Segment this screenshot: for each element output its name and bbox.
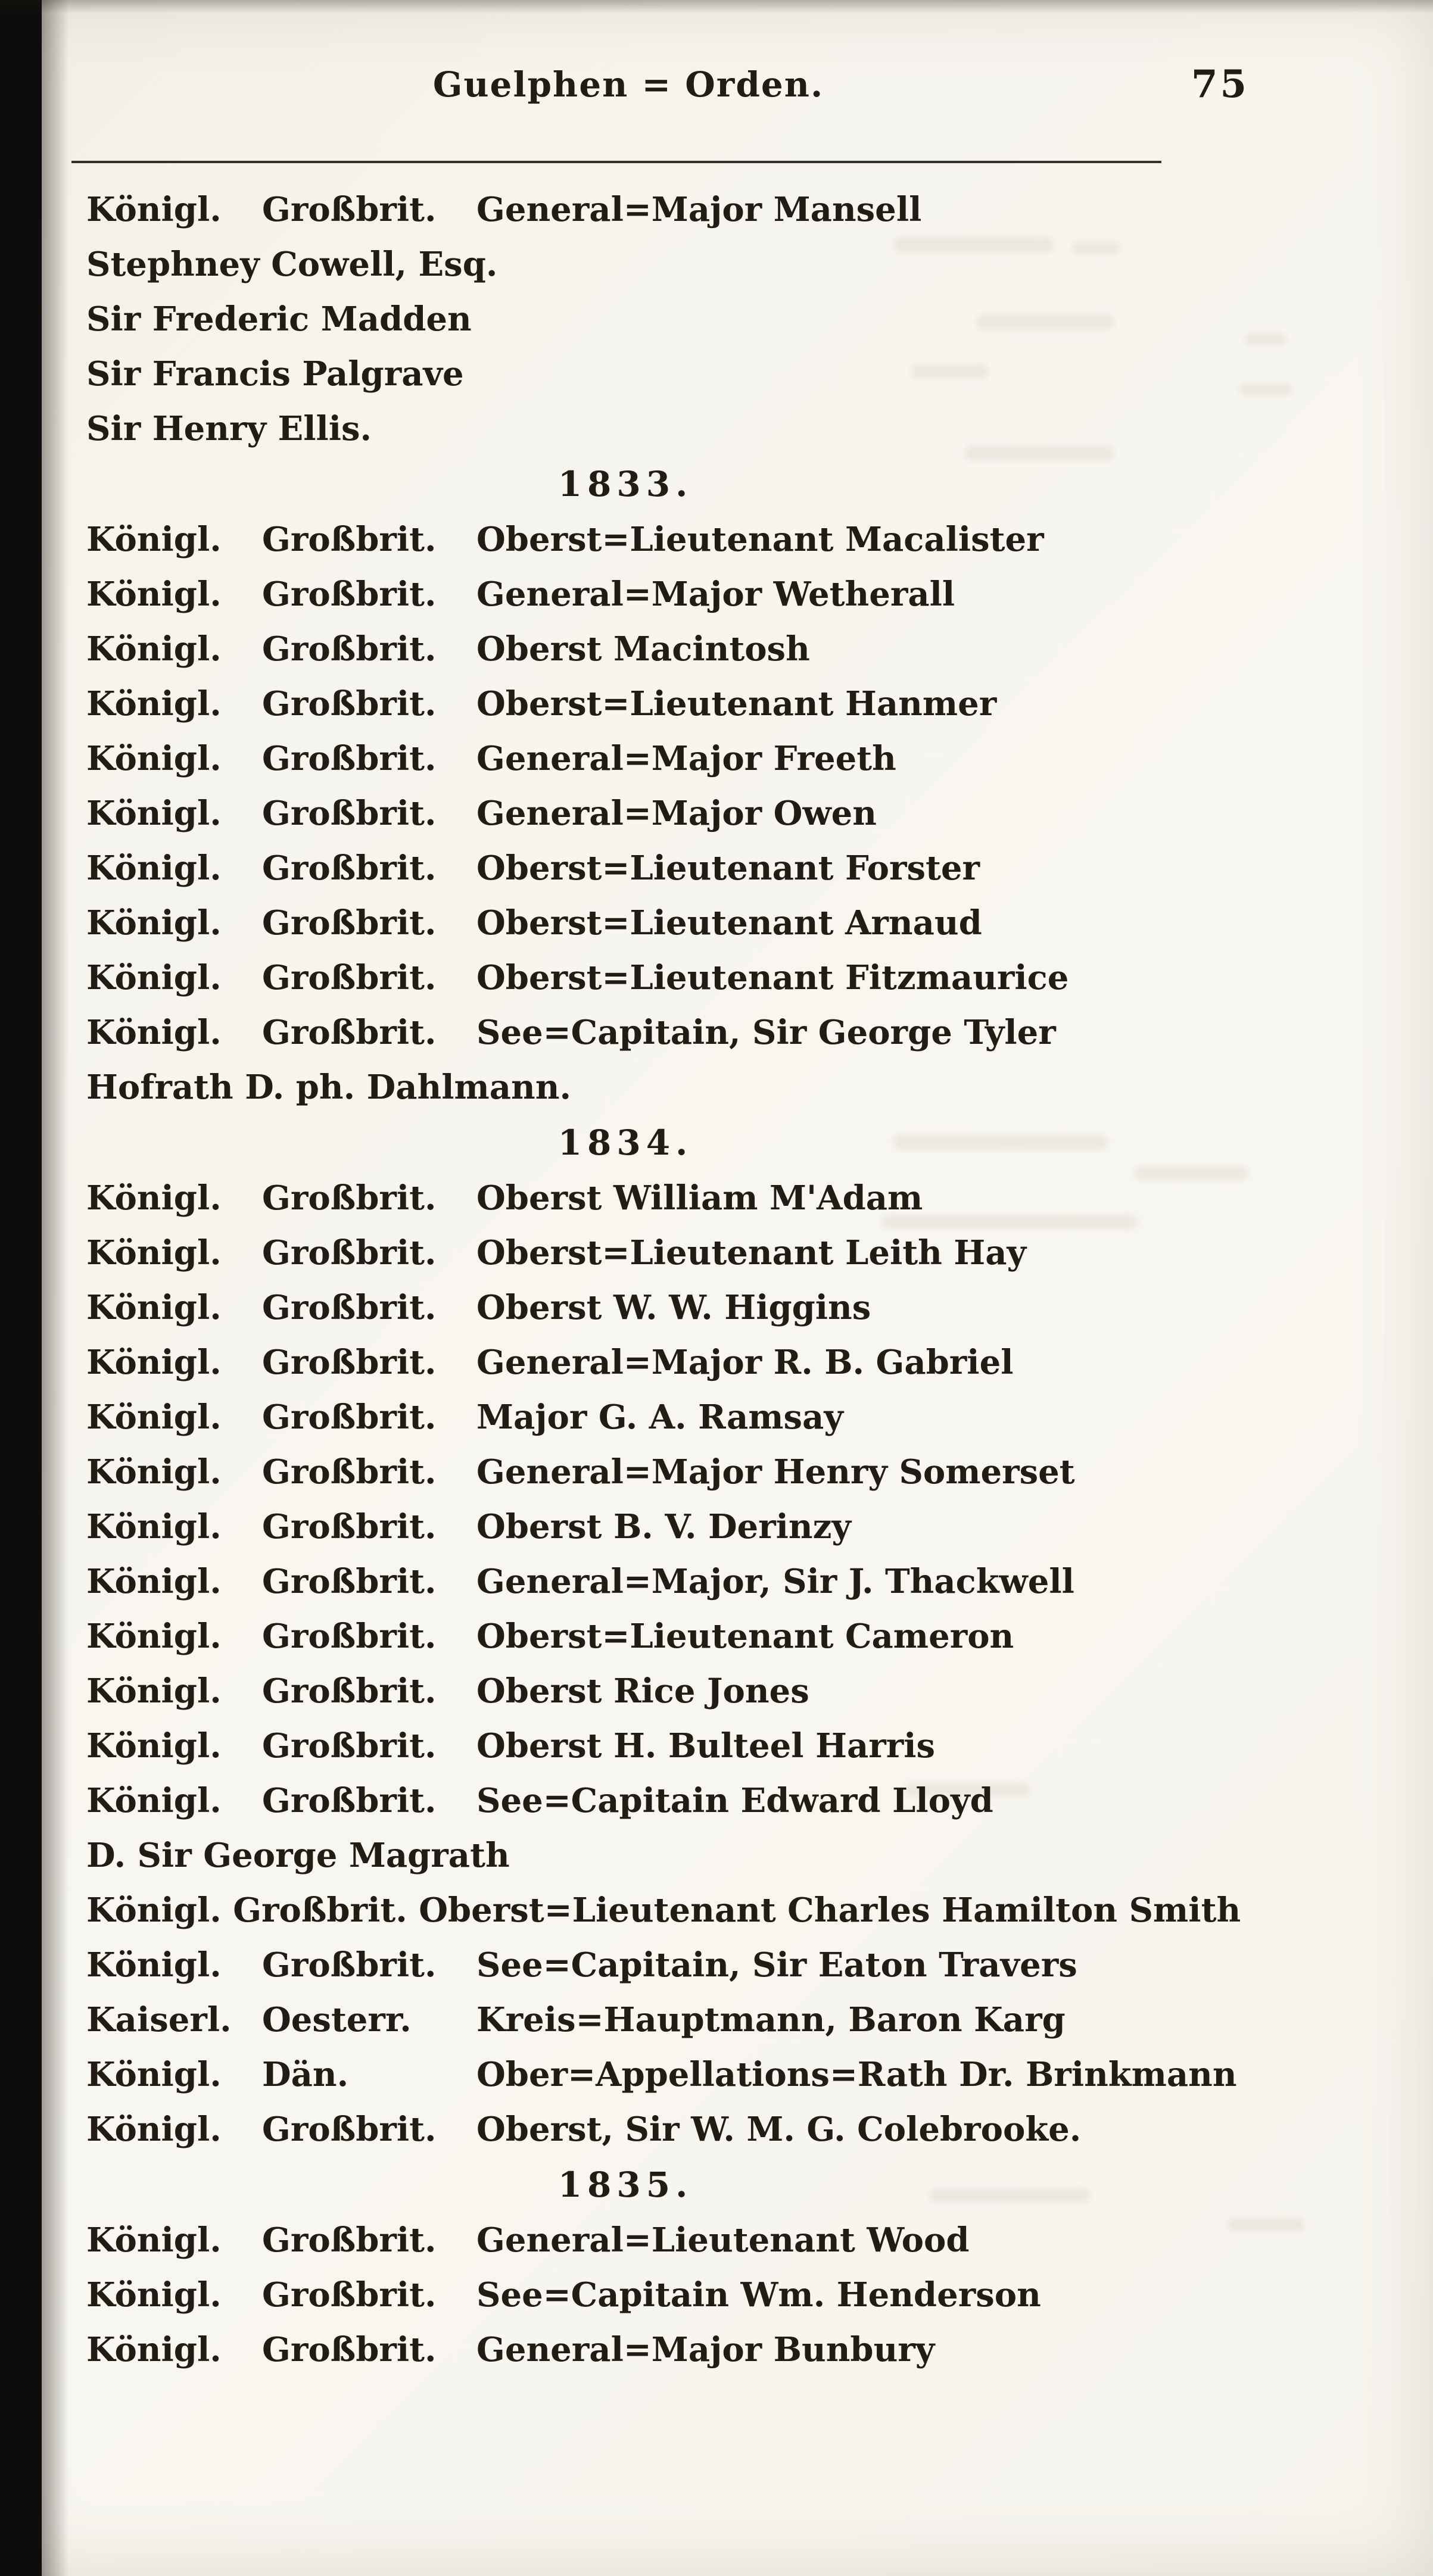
entry-country-label: Großbrit. (262, 684, 437, 723)
entry-country-label: Großbrit. (262, 1343, 437, 1382)
entry-rank-and-name: Oberst Rice Jones (476, 1671, 809, 1711)
entry-rank-and-name: See=Capitain Wm. Henderson (476, 2275, 1041, 2315)
entry-country-label: Großbrit. (262, 1562, 437, 1601)
entry-row (86, 1664, 1420, 1719)
entry-rank-and-name: Oberst, Sir W. M. G. Colebrooke. (476, 2110, 1082, 2149)
entry-realm-label: Königl. (86, 575, 222, 614)
entry-rank-and-name: General=Major Owen (476, 794, 877, 833)
entry-realm-label: Königl. (86, 903, 222, 943)
entry-row (86, 1719, 1420, 1773)
entry-row (86, 512, 1420, 567)
entry-row (86, 676, 1420, 731)
entry-rank-and-name: Ober=Appellations=Rath Dr. Brinkmann (476, 2055, 1237, 2094)
entry-row (86, 1005, 1420, 1060)
entry-row (86, 1938, 1420, 1992)
entry-row (86, 1335, 1420, 1390)
entry-text: Sir Frederic Madden (86, 300, 472, 339)
entry-country-label: Großbrit. (262, 520, 437, 559)
entry-country-label: Großbrit. (262, 849, 437, 888)
entry-row (86, 1828, 1420, 1883)
entry-country-label: Großbrit. (262, 2110, 437, 2149)
entry-row (86, 841, 1420, 896)
entry-row (86, 786, 1420, 841)
entry-row (86, 2213, 1420, 2268)
entry-country-label: Großbrit. (262, 1233, 437, 1273)
entry-country-label: Großbrit. (262, 1617, 437, 1656)
entry-rank-and-name: General=Major Wetherall (476, 575, 955, 614)
entry-country-label: Großbrit. (262, 1507, 437, 1546)
entry-realm-label: Königl. (86, 1507, 222, 1546)
entry-rank-and-name: Oberst William M'Adam (476, 1178, 923, 1218)
entry-row (86, 1171, 1420, 1225)
entry-rank-and-name: General=Major, Sir J. Thackwell (476, 1562, 1074, 1601)
entry-rank-and-name: Oberst=Lieutenant Arnaud (476, 903, 982, 943)
entry-rank-and-name: See=Capitain, Sir George Tyler (476, 1013, 1056, 1052)
entry-rank-and-name: Oberst W. W. Higgins (476, 1288, 871, 1327)
entry-realm-label: Königl. (86, 520, 222, 559)
entry-realm-label: Königl. (86, 1452, 222, 1492)
entry-realm-label: Königl. (86, 1233, 222, 1273)
scan-edge-shadow (42, 0, 69, 2576)
entry-country-label: Großbrit. (262, 190, 437, 229)
entry-row (86, 1060, 1420, 1115)
entry-rank-and-name: Oberst B. V. Derinzy (476, 1507, 851, 1546)
entry-realm-label: Königl. (86, 1343, 222, 1382)
entry-text: Sir Henry Ellis. (86, 409, 372, 448)
entry-country-label: Großbrit. (262, 1288, 437, 1327)
entry-rank-and-name: Kreis=Hauptmann, Baron Karg (476, 2000, 1066, 2039)
entry-row (86, 401, 1420, 456)
entry-realm-label: Königl. (86, 2330, 222, 2369)
entries-list (86, 182, 1420, 2377)
entry-country-label: Dän. (262, 2055, 349, 2094)
entry-row (86, 1499, 1420, 1554)
entry-row (86, 1280, 1420, 1335)
entry-realm-label: Königl. (86, 2055, 222, 2094)
entry-realm-label: Königl. (86, 849, 222, 888)
entry-realm-label: Kaiserl. (86, 2000, 232, 2039)
entry-rank-and-name: General=Lieutenant Wood (476, 2221, 970, 2260)
entry-row (86, 567, 1420, 622)
entry-country-label: Oesterr. (262, 2000, 412, 2039)
entry-row (86, 731, 1420, 786)
entry-rank-and-name: Oberst=Lieutenant Hanmer (476, 684, 997, 723)
entry-country-label: Großbrit. (262, 2275, 437, 2315)
entry-rank-and-name: General=Major Mansell (476, 190, 922, 229)
entry-row (86, 1445, 1420, 1499)
entry-text: D. Sir George Magrath (86, 1836, 510, 1875)
entry-row (86, 292, 1420, 347)
entry-rank-and-name: Oberst=Lieutenant Macalister (476, 520, 1044, 559)
entry-realm-label: Königl. (86, 739, 222, 778)
entry-country-label: Großbrit. (262, 1945, 437, 1985)
entry-row (86, 1609, 1420, 1664)
entry-rank-and-name: General=Major Freeth (476, 739, 896, 778)
entry-realm-label: Königl. (86, 1013, 222, 1052)
entry-row (86, 950, 1420, 1005)
entry-realm-label: Königl. (86, 684, 222, 723)
entry-country-label: Großbrit. (262, 1726, 437, 1766)
entry-row (86, 1773, 1420, 1828)
entry-rank-and-name: Oberst=Lieutenant Fitzmaurice (476, 958, 1069, 997)
entry-rank-and-name: Oberst=Lieutenant Leith Hay (476, 1233, 1027, 1273)
entry-row (86, 1992, 1420, 2047)
entry-rank-and-name: See=Capitain Edward Lloyd (476, 1781, 993, 1820)
entry-realm-label: Königl. (86, 2221, 222, 2260)
entry-row (86, 237, 1420, 292)
page-number: 75 (1191, 62, 1250, 107)
entry-row (86, 622, 1420, 676)
entry-realm-label: Königl. (86, 2110, 222, 2149)
entry-realm-label: Königl. (86, 2275, 222, 2315)
entry-realm-label: Königl. (86, 1178, 222, 1218)
entry-row (86, 1225, 1420, 1280)
entry-realm-label: Königl. (86, 1288, 222, 1327)
entry-row (86, 1554, 1420, 1609)
entry-rank-and-name: General=Major Henry Somerset (476, 1452, 1075, 1492)
entry-rank-and-name: See=Capitain, Sir Eaton Travers (476, 1945, 1077, 1985)
entry-rank-and-name: Oberst=Lieutenant Forster (476, 849, 980, 888)
entry-realm-label: Königl. (86, 794, 222, 833)
entry-rank-and-name: Major G. A. Ramsay (476, 1398, 843, 1437)
entry-realm-label: Königl. (86, 190, 222, 229)
entry-rank-and-name: Oberst H. Bulteel Harris (476, 1726, 936, 1766)
entry-country-label: Großbrit. (262, 794, 437, 833)
entry-country-label: Großbrit. (262, 1178, 437, 1218)
entry-country-label: Großbrit. (262, 739, 437, 778)
entry-realm-label: Königl. (86, 1781, 222, 1820)
entry-country-label: Großbrit. (262, 629, 437, 669)
entry-country-label: Großbrit. (262, 2330, 437, 2369)
entry-text: Königl. Großbrit. Oberst=Lieutenant Charles Hamilton Smith (86, 1891, 1241, 1930)
entry-row (86, 2102, 1420, 2157)
entry-country-label: Großbrit. (262, 1452, 437, 1492)
entry-text: Sir Francis Palgrave (86, 354, 464, 394)
entry-row (86, 1883, 1420, 1938)
entry-country-label: Großbrit. (262, 958, 437, 997)
entry-realm-label: Königl. (86, 1671, 222, 1711)
entry-country-label: Großbrit. (262, 1671, 437, 1711)
entry-realm-label: Königl. (86, 1398, 222, 1437)
entry-row (86, 2047, 1420, 2102)
entry-text: Stephney Cowell, Esq. (86, 245, 498, 284)
running-title: Guelphen = Orden. (432, 64, 824, 105)
scan-top-shadow (0, 0, 1433, 13)
entry-country-label: Großbrit. (262, 1781, 437, 1820)
entry-realm-label: Königl. (86, 1562, 222, 1601)
entry-country-label: Großbrit. (262, 1013, 437, 1052)
entry-rank-and-name: Oberst Macintosh (476, 629, 810, 669)
entry-realm-label: Königl. (86, 1945, 222, 1985)
entry-row (86, 1390, 1420, 1445)
scan-edge-artifact (0, 0, 42, 2576)
entry-row (86, 347, 1420, 401)
entry-country-label: Großbrit. (262, 903, 437, 943)
entry-row (86, 182, 1420, 237)
year-heading: 1833. (557, 464, 693, 504)
entry-row (86, 2268, 1420, 2322)
entry-realm-label: Königl. (86, 958, 222, 997)
entry-rank-and-name: General=Major Bunbury (476, 2330, 935, 2369)
year-heading: 1835. (557, 2165, 693, 2205)
entry-rank-and-name: Oberst=Lieutenant Cameron (476, 1617, 1014, 1656)
header-divider-rule (71, 161, 1161, 163)
entry-country-label: Großbrit. (262, 575, 437, 614)
entry-country-label: Großbrit. (262, 2221, 437, 2260)
entry-realm-label: Königl. (86, 1617, 222, 1656)
entry-country-label: Großbrit. (262, 1398, 437, 1437)
entry-text: Hofrath D. ph. Dahlmann. (86, 1068, 571, 1107)
entry-rank-and-name: General=Major R. B. Gabriel (476, 1343, 1014, 1382)
entry-realm-label: Königl. (86, 1726, 222, 1766)
entry-realm-label: Königl. (86, 629, 222, 669)
entry-row (86, 2322, 1420, 2377)
entry-row (86, 896, 1420, 950)
year-heading: 1834. (557, 1122, 693, 1163)
page-header (83, 64, 1173, 105)
